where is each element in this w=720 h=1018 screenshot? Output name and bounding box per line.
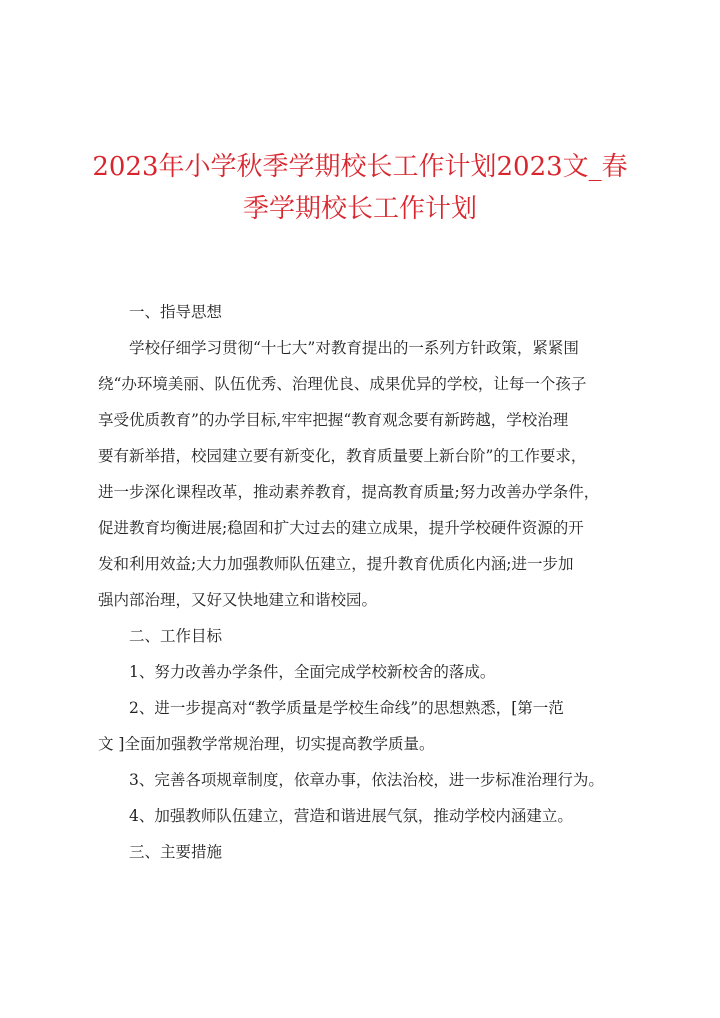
body-line: 强内部治理，又好又快地建立和谐校园。: [98, 591, 378, 609]
body-line: 要有新举措，校园建立要有新变化，教育质量要上新台阶”的工作要求，: [98, 447, 587, 465]
title-line-2: 季学期校长工作计划: [242, 194, 477, 224]
body-line: 进一步深化课程改革，推动素养教育，提高教育质量;努力改善办学条件，: [98, 483, 600, 501]
body-line: 绕“办环境美丽、队伍优秀、治理优良、成果优异的学校，让每一个孩子: [98, 375, 587, 393]
body-line: 1、努力改善办学条件，全面完成学校新校舍的落成。: [129, 663, 496, 681]
body-line: 促进教育均衡进展;稳固和扩大过去的建立成果，提升学校硬件资源的开: [98, 519, 584, 537]
document-title: [80, 146, 640, 230]
body-line: 文 ]全面加强教学常规治理，切实提高教学质量。: [98, 735, 435, 753]
body-line: 发和利用效益;大力加强教师队伍建立，提升教育优质化内涵;进一步加: [98, 555, 574, 573]
body-line: 2、进一步提高对“教学质量是学校生命线”的思想熟悉，[第一范: [129, 699, 564, 717]
body-line: 学校仔细学习贯彻“十七大”对教育提出的一系列方针政策，紧紧围: [129, 339, 579, 357]
document-body: [98, 294, 658, 870]
body-line: 4、加强教师队伍建立，营造和谐进展气氛，推动学校内涵建立。: [129, 807, 573, 825]
body-line: 二、工作目标: [129, 627, 223, 645]
body-line: 一、指导思想: [129, 303, 223, 321]
body-line: 三、主要措施: [129, 843, 223, 861]
title-line-1: 2023年小学秋季学期校长工作计划2023文_春: [92, 152, 628, 182]
body-line: 3、完善各项规章制度，依章办事，依法治校，进一步标准治理行为。: [129, 771, 604, 789]
body-line: 享受优质教育”的办学目标,牢牢把握“教育观念要有新跨越，学校治理: [98, 411, 569, 429]
